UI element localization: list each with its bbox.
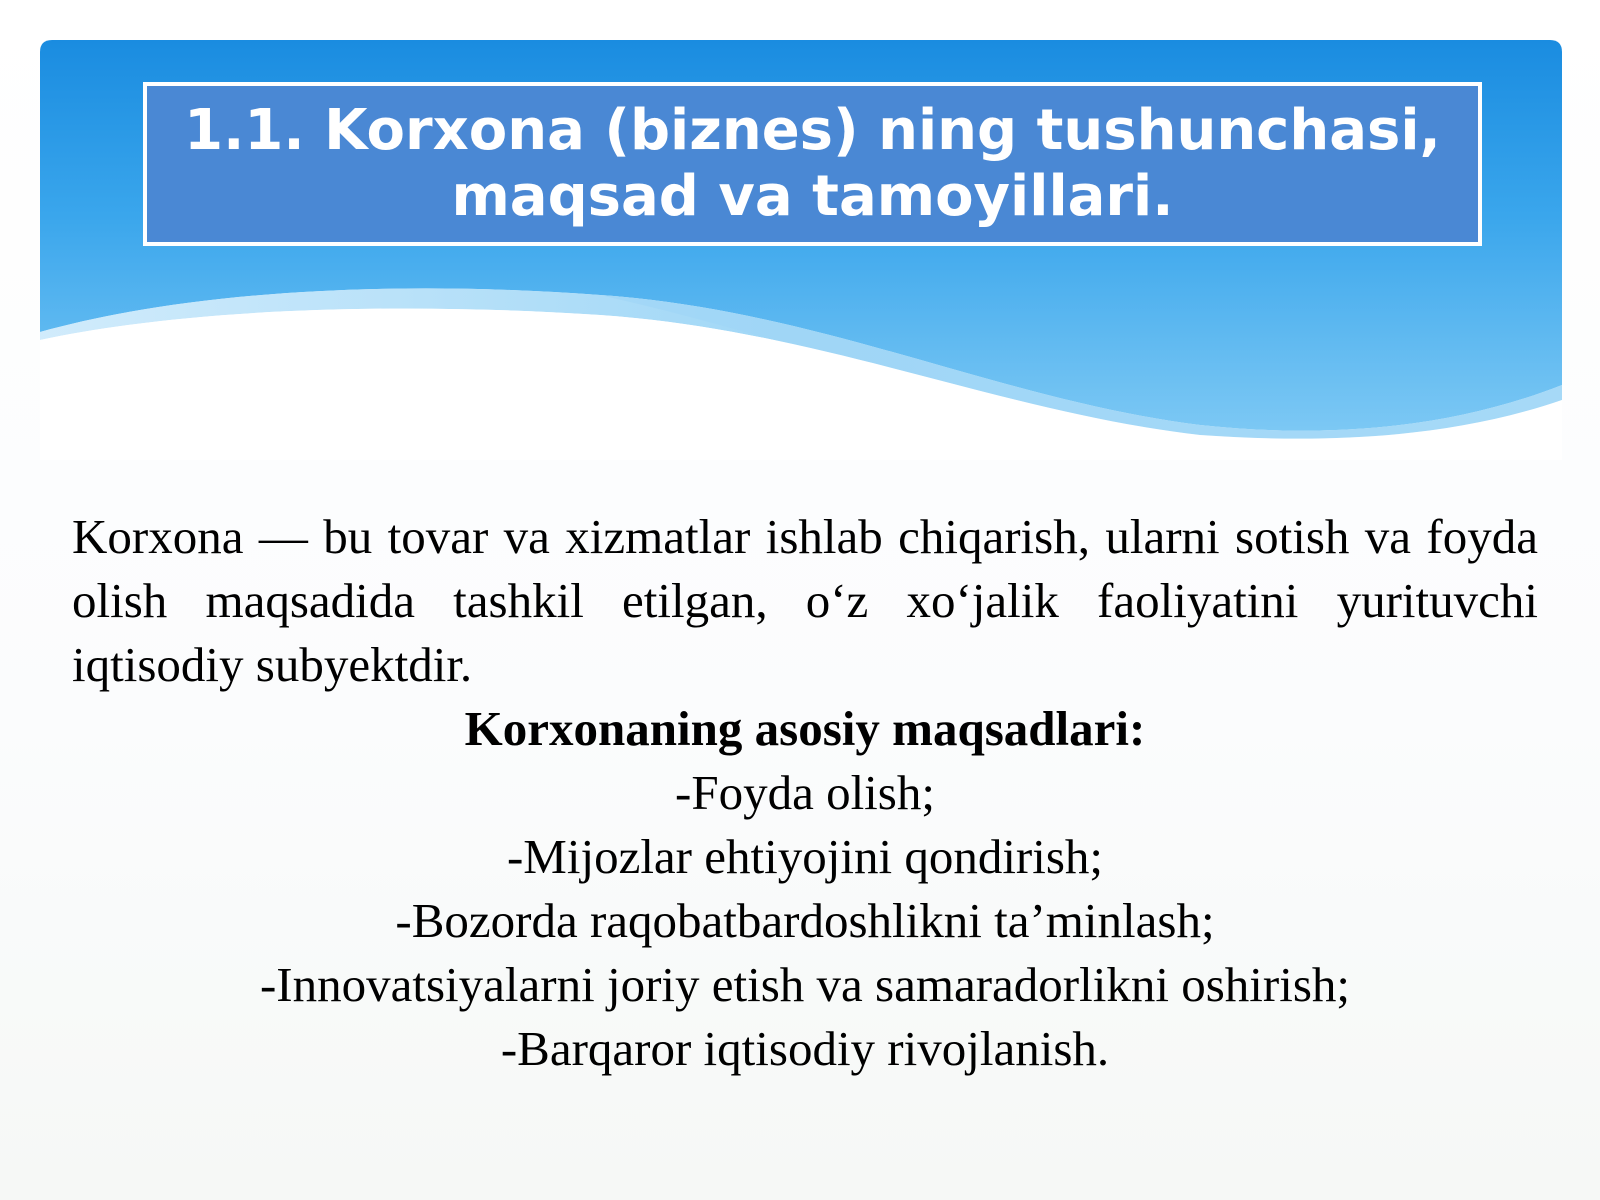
title-line-2: maqsad va tamoyillari. [451, 164, 1174, 229]
goal-item: -Barqaror iqtisodiy rivojlanish. [500, 1021, 1110, 1076]
slide-title [154, 98, 1471, 230]
goal-item: -Foyda olish; [675, 765, 935, 820]
definition-paragraph: Korxona — bu tovar va xizmatlar ishlab chiqarish, ularni sotish va foyda olish maqsadida tashkil etilgan, o‘z xo‘jalik faoliyatini yurituvchi iqtisodiy subyektdir. [72, 509, 1538, 692]
goal-item: -Mijozlar ehtiyojini qondirish; [506, 829, 1104, 884]
goals-heading: Korxonaning asosiy maqsadlari: [464, 701, 1146, 756]
slide-body [72, 505, 1538, 1081]
goals-list [72, 761, 1538, 1081]
goal-item: -Bozorda raqobatbardoshlikni ta’minlash; [395, 893, 1215, 948]
goal-item: -Innovatsiyalarni joriy etish va samaradorlikni oshirish; [259, 957, 1350, 1012]
title-box [143, 82, 1482, 246]
title-line-1: 1.1. Korxona (biznes) ning tushunchasi, [184, 98, 1441, 163]
